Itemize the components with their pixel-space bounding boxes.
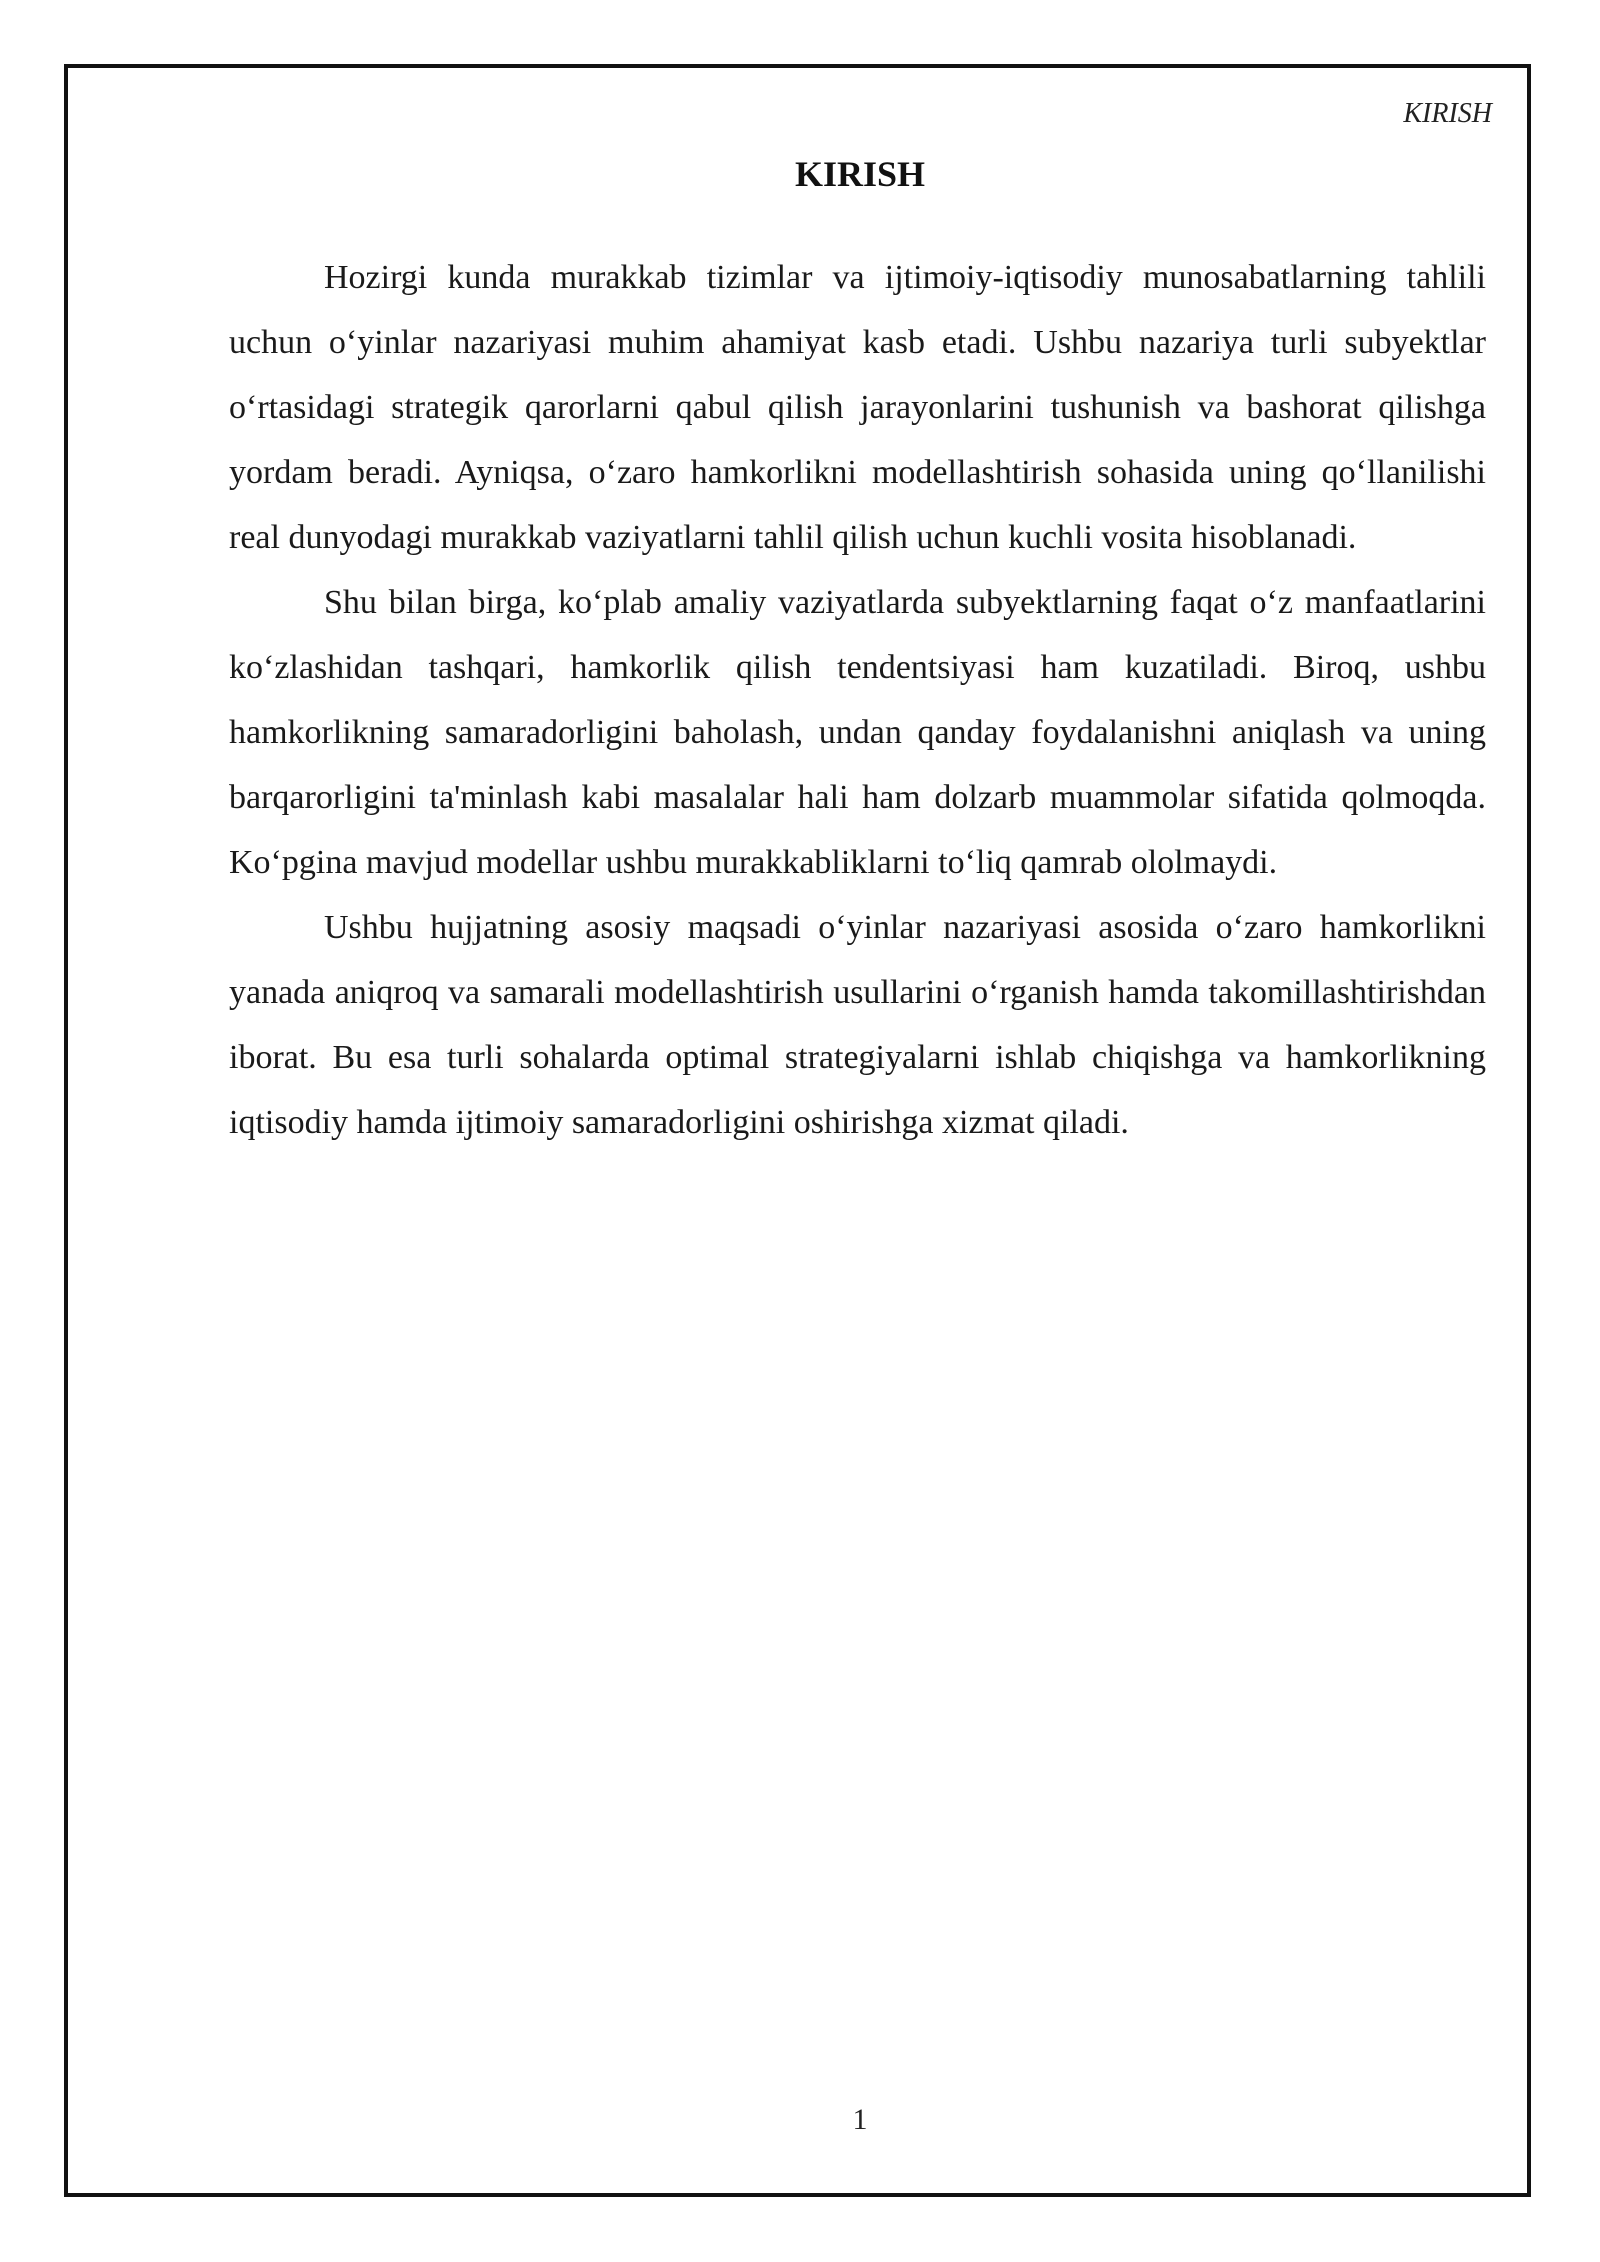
paragraph-problem: Shu bilan birga, ko‘plab amaliy vaziyatlarda subyektlarning faqat o‘z manfaatlarini ko‘zlashidan tashqari, hamkorlik qilish tendentsiyasi ham kuzatiladi. Biroq, ushbu hamkorlikning samaradorligini baholash, undan qanday foydalanishni aniqlash va uning barqarorligini ta'minlash kabi masalalar hali ham dolzarb muammolar sifatida qolmoqda. Ko‘pgina mavjud modellar ushbu murakkabliklarni to‘liq qamrab ololmaydi. [229, 584, 1486, 881]
body-text [229, 245, 1486, 1155]
running-header: KIRISH [1403, 98, 1492, 129]
paragraph-goal: Ushbu hujjatning asosiy maqsadi o‘yinlar nazariyasi asosida o‘zaro hamkorlikni yanada aniqroq va samarali modellashtirish usullarini o‘rganish hamda takomillashtirishdan iborat. Bu esa turli sohalarda optimal strategiyalarni ishlab chiqishga va hamkorlikning iqtisodiy hamda ijtimoiy samaradorligini oshirishga xizmat qiladi. [229, 909, 1486, 1141]
page-number: 1 [852, 2103, 868, 2136]
section-title: KIRISH [794, 154, 926, 194]
paragraph-intro: Hozirgi kunda murakkab tizimlar va ijtimoiy-iqtisodiy munosabatlarning tahlili uchun o‘yinlar nazariyasi muhim ahamiyat kasb etadi. Ushbu nazariya turli subyektlar o‘rtasidagi strategik qarorlarni qabul qilish jarayonlarini tushunish va bashorat qilishga yordam beradi. Ayniqsa, o‘zaro hamkorlikni modellashtirish sohasida uning qo‘llanilishi real dunyodagi murakkab vaziyatlarni tahlil qilish uchun kuchli vosita hisoblanadi. [229, 259, 1486, 556]
